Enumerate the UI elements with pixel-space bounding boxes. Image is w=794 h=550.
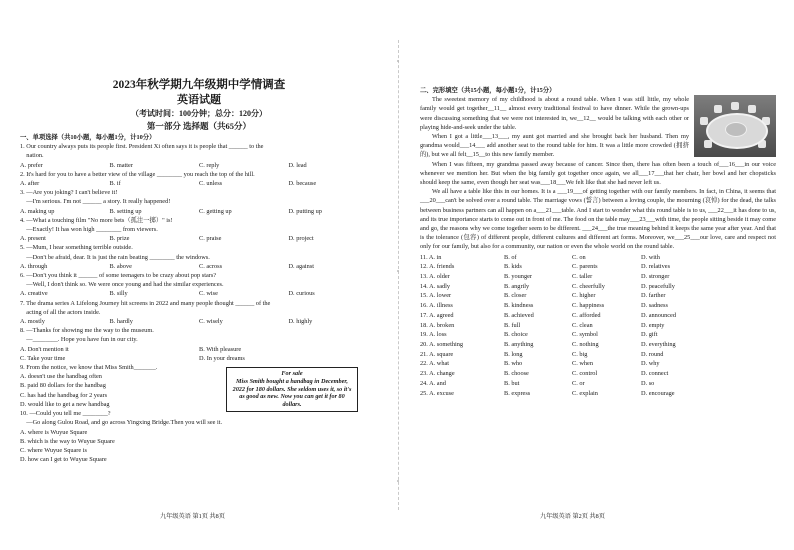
option-c: C. parents	[572, 263, 598, 271]
option-a: A. through	[20, 262, 48, 270]
cloze-option-row-17	[420, 311, 776, 321]
option-d: D. empty	[641, 321, 665, 329]
binding-dot	[397, 480, 399, 482]
cloze-option-row-22	[420, 359, 776, 369]
option-c: C. Take your time	[20, 354, 66, 362]
option-d: D. encourage	[641, 389, 675, 397]
option-c: C. cheerfully	[572, 282, 605, 290]
option-a: A. Don't mention it	[20, 345, 69, 353]
option-a: A. where is Wuyue Square	[20, 428, 88, 436]
option-b: B. who	[504, 360, 523, 368]
option-d: D. announced	[641, 311, 676, 319]
part-one-title: 第一部分 选择题（共65分）	[146, 121, 252, 131]
option-a: 19. A. loss	[420, 331, 447, 339]
option-b: B. full	[504, 321, 521, 329]
exam-info: （考试时间：100分钟；总分：120分）	[131, 109, 267, 118]
question-3	[20, 188, 378, 216]
multiple-choice-list	[20, 142, 378, 464]
option-a: A. doesn't use the handbag often	[20, 373, 102, 381]
option-b: B. matter	[109, 161, 133, 169]
page-footer-right: 九年级英语 第2页 共8页	[540, 513, 605, 520]
question-4	[20, 216, 378, 244]
question-5	[20, 243, 378, 271]
section-one-heading: 一、单项选择（共10小题，每小题1分，计10分）	[20, 134, 156, 141]
option-a: A. prefer	[20, 161, 43, 169]
option-a: 21. A. square	[420, 350, 454, 358]
option-d: D. lead	[288, 161, 307, 169]
cloze-paragraph-3: When I was fifteen, my grandma passed away because of cancer. Since then, there has often been a touch of___16___in our voice whenever we mention her. But when the big family got together once again, we all___17___that her chair, her bowl and her chopsticks should keep the same, even though her seat was___18___We felt like that she had never left us.	[420, 160, 776, 187]
option-b: B. achieved	[504, 311, 534, 319]
question-6	[20, 271, 378, 299]
question-stem: 3. —Are you joking? I can't believe it! —I'm serious. I'm not ______ a story. It really happened!	[20, 189, 171, 206]
page-two	[420, 0, 776, 550]
option-b: B. silly	[109, 290, 128, 298]
notice-text: Miss Smith bought a handbag in December, 2022 for 180 dollars. She seldom uses it, so it's as good as new. Now you can get it for 80 dollars.	[232, 377, 352, 409]
question-stem: 4. —What a touching film "No more bets（孤注一掷）" is! —Exactly! It has won high ________ from viewers.	[20, 216, 173, 234]
option-c: C. nothing	[572, 340, 599, 348]
option-row	[20, 289, 378, 298]
cloze-paragraph-4: We all have a table like this in our homes. It is a ___19___of getting together with our family members. In fact, in China, it seems that ___20___can't be solved over a round table. The marriage vows (誓言) between a loving couple, the mourning (哀悼) for the dead, the talks between business partners can all happen on a___21___table. And I start to wonder what this round table is to us, ___22___it has done to us, and its true importance starts to come out in front of me. The food on the table may___23___with time, the people sitting beside it may come and go, the reasons why we come together seem to be different. ___24___the true meaning behind it keeps the same year after year. And that is the tolerance (包容) of different people, different cultures and different art forms. Moreover, we___25___our love, care and respect not only for our family, but also for a community, our nation or even the whole world on the round table.	[420, 188, 776, 251]
question-stem: 8. —Thanks for showing me the way to the museum. —________. Hope you have fun in our city.	[20, 327, 154, 344]
cloze-option-row-20	[420, 340, 776, 350]
option-row	[20, 234, 378, 243]
option-d: D. sadness	[641, 302, 668, 310]
question-8	[20, 326, 378, 363]
option-c: C. across	[199, 262, 223, 270]
option-d: D. with	[641, 253, 660, 261]
option-c: C. wise	[199, 290, 218, 298]
option-b: B. express	[504, 389, 531, 397]
question-stem: 1. Our country always puts its people first. President Xi often says it is people that ______ to the nation.	[20, 143, 264, 160]
option-a: A. creative	[20, 290, 48, 298]
option-c: C. wisely	[199, 318, 223, 326]
option-row	[20, 317, 378, 326]
option-d: D. gift	[641, 331, 658, 339]
option-d: D. relatives	[641, 263, 671, 271]
cloze-option-row-16	[420, 301, 776, 311]
option-a: 11. A. in	[420, 253, 442, 261]
option-b: B. but	[504, 379, 520, 387]
option-c: C. on	[572, 253, 586, 261]
option-b: B. With pleasure	[199, 345, 242, 353]
question-stem: 7. The drama series A Lifelong Journey hit screens in 2022 and many people thought ______ of the acting of all the actors inside.	[20, 299, 271, 316]
option-b: B. long	[504, 350, 523, 358]
option-a: 16. A. illness	[420, 302, 453, 310]
cloze-option-row-11	[420, 253, 776, 263]
question-stem: 10. —Could you tell me ________? —Go along Gulou Road, and go across Yingxing Bridge.Then you will see it.	[20, 410, 223, 427]
cloze-option-row-21	[420, 350, 776, 360]
question-9	[20, 363, 378, 409]
option-a: 20. A. something	[420, 340, 464, 348]
option-a: 23. A. change	[420, 370, 455, 378]
option-b: B. anything	[504, 340, 534, 348]
page-divider	[398, 40, 399, 510]
option-a: 12. A. friends	[420, 263, 455, 271]
option-a: 22. A. what	[420, 360, 450, 368]
binding-dot	[397, 60, 399, 62]
option-a: 18. A. broken	[420, 321, 455, 329]
option-b: B. angrily	[504, 282, 530, 290]
question-1	[20, 142, 378, 170]
question-7	[20, 299, 378, 327]
option-d: D. round	[641, 350, 664, 358]
option-b: B. which is the way to Wuyue Square	[20, 437, 115, 445]
option-c: C. big	[572, 350, 588, 358]
option-c: C. taller	[572, 273, 593, 281]
option-a: 15. A. lower	[420, 292, 452, 300]
cloze-paragraph-2: When I got a little___13___, my aunt got married and she brought back her husband. Then my grandma would___14___ add another seat to the round table for him. It was a little more crowded (拥挤的), but we all felt__15__to this new family member.	[420, 133, 689, 159]
option-a: 17. A. agreed	[420, 311, 454, 319]
option-c: C. or	[572, 379, 585, 387]
cloze-option-row-15	[420, 291, 776, 301]
page-one	[20, 0, 378, 550]
option-a: 13. A. older	[420, 273, 450, 281]
option-b: B. choice	[504, 331, 528, 339]
chair-shape	[748, 105, 756, 113]
option-c: C. praise	[199, 235, 222, 243]
option-c: C. getting up	[199, 207, 232, 215]
cloze-option-row-24	[420, 379, 776, 389]
section-two-heading: 二、完形填空（共15小题，每小题1分，计15分）	[420, 87, 556, 94]
option-b: B. younger	[504, 273, 532, 281]
question-2	[20, 170, 378, 188]
cloze-option-row-25	[420, 389, 776, 399]
chair-shape	[714, 105, 722, 113]
option-d: D. how can I get to Wuyue Square	[20, 456, 107, 464]
exam-title: 2023年秋学期九年级期中学情调查	[112, 79, 286, 91]
cloze-option-row-14	[420, 282, 776, 292]
chair-shape	[731, 102, 739, 110]
option-d: D. curious	[288, 290, 315, 298]
option-b: B. of	[504, 253, 517, 261]
cloze-option-row-18	[420, 321, 776, 331]
option-c: C. afforded	[572, 311, 601, 319]
option-d: D. project	[288, 235, 314, 243]
cloze-option-row-13	[420, 272, 776, 282]
option-b: B. hardly	[109, 318, 133, 326]
option-d: D. highly	[288, 318, 313, 326]
option-c: C. reply	[199, 161, 220, 169]
option-d: D. against	[288, 262, 315, 270]
option-d: D. would like to get a new handbag	[20, 400, 110, 408]
option-c: C. where Wuyue Square is	[20, 446, 87, 454]
option-c: C. has had the handbag for 2 years	[20, 391, 108, 399]
option-b: B. kindness	[504, 302, 534, 310]
option-b: B. prize	[109, 235, 130, 243]
option-b: B. choose	[504, 370, 529, 378]
option-a: A. mostly	[20, 318, 45, 326]
question-stem: 2. It's hard for you to have a better view of the village ________ you reach the top of the hill.	[20, 170, 255, 178]
option-c: C. happiness	[572, 302, 605, 310]
option-b: B. setting up	[109, 207, 142, 215]
exam-subject: 英语试题	[177, 94, 221, 106]
option-b: B. closer	[504, 292, 527, 300]
option-d: D. because	[288, 180, 317, 188]
cloze-option-row-19	[420, 330, 776, 340]
question-10	[20, 409, 378, 464]
option-row	[20, 207, 378, 216]
option-d: D. putting up	[288, 207, 322, 215]
option-d: D. In your dreams	[199, 354, 245, 362]
option-b: B. if	[109, 180, 121, 188]
option-a: A. present	[20, 235, 46, 243]
binding-dot	[397, 270, 399, 272]
option-c: C. unless	[199, 180, 223, 188]
option-d: D. connect	[641, 370, 669, 378]
cloze-option-row-12	[420, 262, 776, 272]
option-d: D. why	[641, 360, 660, 368]
for-sale-notice	[226, 367, 358, 412]
option-b: B. kids	[504, 263, 522, 271]
page-footer-left: 九年级英语 第1页 共8页	[160, 513, 225, 520]
option-d: D. so	[641, 379, 655, 387]
option-c: C. higher	[572, 292, 596, 300]
question-stem: 9. From the notice, we know that Miss Smith_______.	[20, 364, 158, 372]
option-a: 24. A. and	[420, 379, 446, 387]
option-a: A. making up	[20, 207, 55, 215]
option-row	[20, 354, 378, 363]
option-d: D. everything	[641, 340, 676, 348]
option-d: D. farther	[641, 292, 666, 300]
option-row	[20, 262, 378, 271]
round-table-photo	[694, 95, 776, 157]
option-c: C. symbol	[572, 331, 598, 339]
option-a: 25. A. excuse	[420, 389, 454, 397]
option-b: B. above	[109, 262, 132, 270]
option-row	[20, 161, 378, 170]
question-stem: 5. —Mum, I hear something terrible outside. —Don't be afraid, dear. It is just the rain beating ________ the windows.	[20, 244, 210, 261]
option-c: C. explain	[572, 389, 598, 397]
cloze-option-row-23	[420, 369, 776, 379]
option-b: B. paid 80 dollars for the handbag	[20, 382, 106, 390]
option-row	[20, 345, 378, 354]
option-c: C. control	[572, 370, 598, 378]
cloze-paragraph-1: The sweetest memory of my childhood is about a round table. When I was still little, my whole family would get together__11__ almost every traditional festival to have dinner. While the grown-ups were discussing something that we were not interested in, we__12__ would be talking with each other or playing hide-and-seek under the table.	[420, 96, 689, 131]
option-d: D. stronger	[641, 273, 670, 281]
option-a: 14. A. sadly	[420, 282, 451, 290]
option-row	[20, 179, 378, 188]
option-c: C. clean	[572, 321, 593, 329]
option-a: A. after	[20, 180, 40, 188]
notice-title: For sale	[281, 370, 303, 378]
question-stem: 6. —Don't you think it ______ of some teenagers to be crazy about pop stars? —Well, I don't think so. We were once young and had the similar experiences.	[20, 272, 224, 289]
option-d: D. peacefully	[641, 282, 675, 290]
option-c: C. when	[572, 360, 593, 368]
cloze-options	[420, 253, 776, 399]
